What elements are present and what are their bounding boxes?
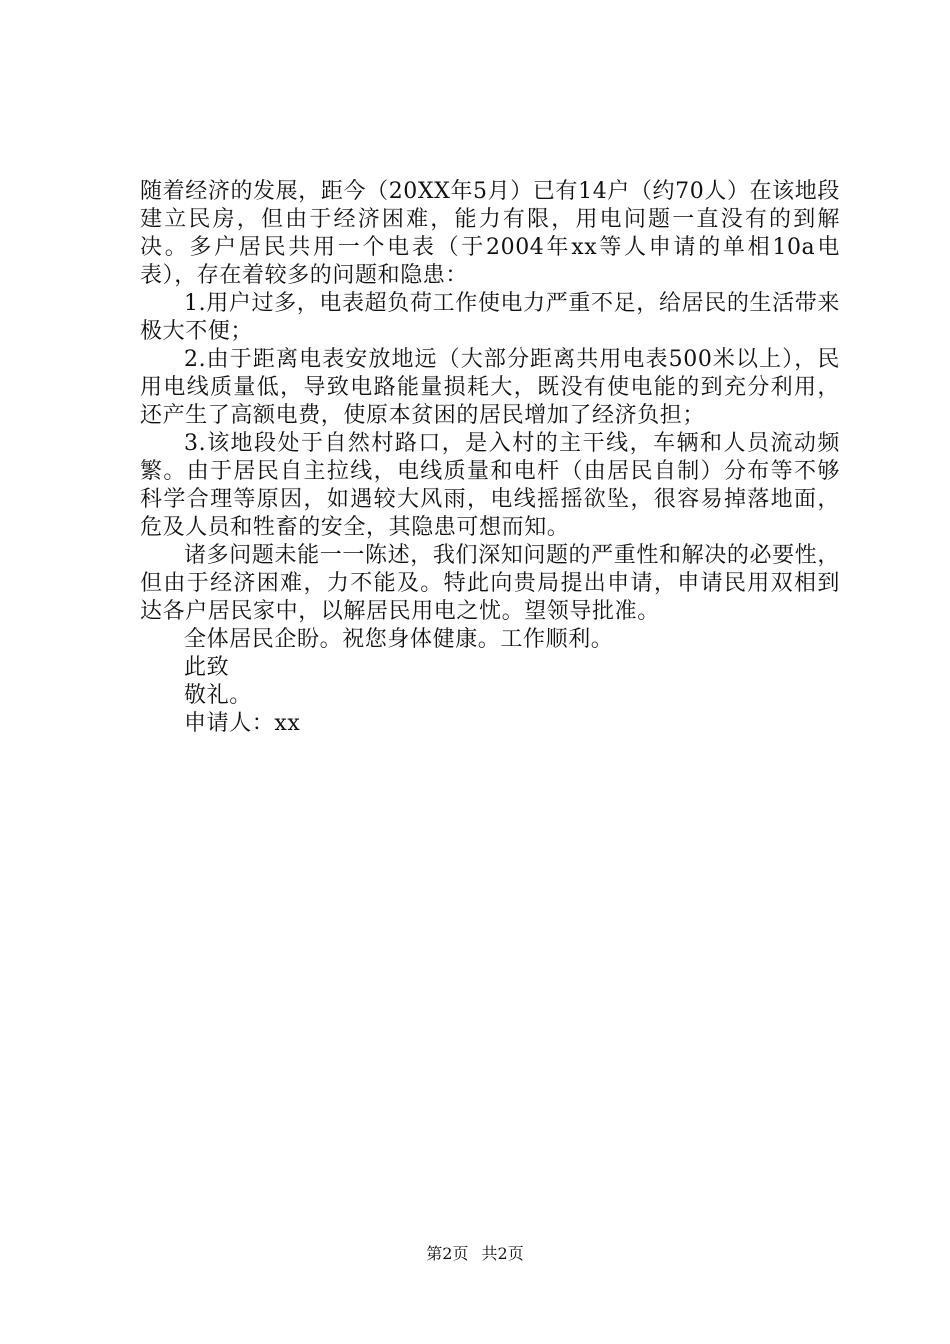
closing-salutation-2: 敬礼。 (184, 683, 252, 708)
page-number-total: 共2页 (481, 1244, 524, 1263)
page-footer (0, 1244, 950, 1264)
closing-wish: 全体居民企盼。祝您身体健康。工作顺利。 (184, 627, 614, 652)
closing-salutation-1: 此致 (184, 655, 230, 680)
document-body (140, 178, 840, 738)
page-number-current: 第2页 (426, 1244, 469, 1263)
applicant-line: 申请人：xx (184, 711, 301, 736)
paragraph-intro: 随着经济的发展，距今（20XX年5月）已有14户（约70人）在该地段建立民房，但由于经济困难，能力有限，用电问题一直没有的到解决。多户居民共用一个电表（于2004年xx等人申请的单相10a电表），存在着较多的问题和隐患： (140, 179, 840, 288)
paragraph-issue-1: 1.用户过多，电表超负荷工作使电力严重不足，给居民的生活带来极大不便； (140, 291, 840, 344)
paragraph-request: 诸多问题未能一一陈述，我们深知问题的严重性和解决的必要性，但由于经济困难，力不能及。特此向贵局提出申请，申请民用双相到达各户居民家中，以解居民用电之忧。望领导批准。 (140, 543, 840, 624)
paragraph-issue-3: 3.该地段处于自然村路口，是入村的主干线，车辆和人员流动频繁。由于居民自主拉线，电线质量和电杆（由居民自制）分布等不够科学合理等原因，如遇较大风雨，电线摇摇欲坠，很容易掉落地面，危及人员和牲畜的安全，其隐患可想而知。 (140, 431, 840, 540)
paragraph-issue-2: 2.由于距离电表安放地远（大部分距离共用电表500米以上），民用电线质量低，导致电路能量损耗大，既没有使电能的到充分利用，还产生了高额电费，使原本贫困的居民增加了经济负担； (140, 347, 840, 428)
